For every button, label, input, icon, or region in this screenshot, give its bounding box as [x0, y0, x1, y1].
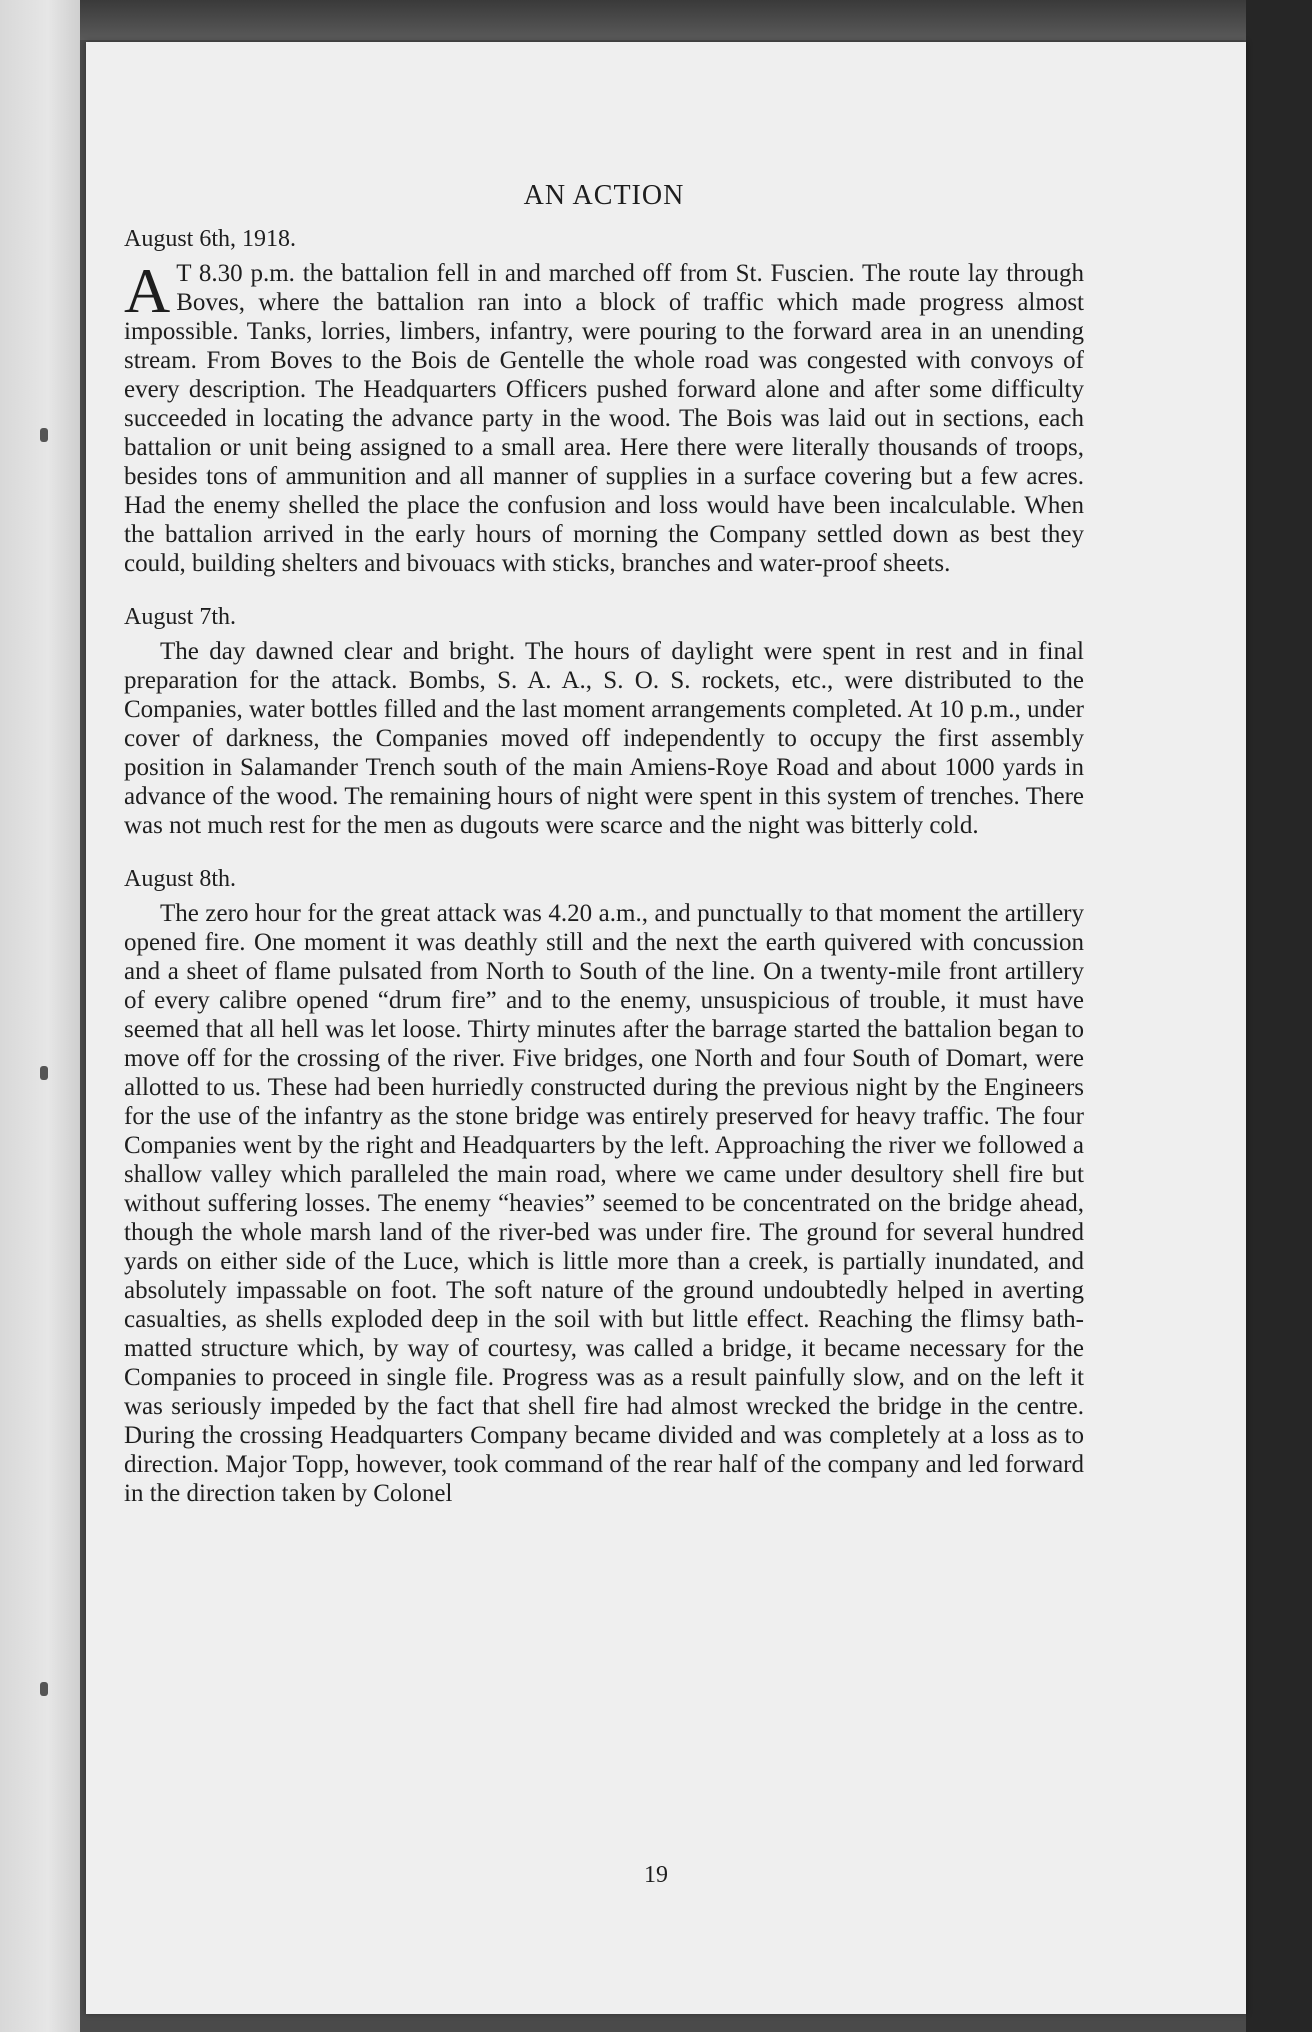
- page-mark: [40, 1682, 48, 1696]
- page-number: 19: [644, 1862, 668, 1888]
- scan-edge-top: [0, 0, 1312, 40]
- scan-shadow-right: [1246, 0, 1312, 2032]
- entry-date: August 6th, 1918.: [124, 226, 297, 252]
- chapter-title: AN ACTION: [523, 180, 685, 211]
- page-mark: [40, 428, 48, 442]
- entry-paragraph: [124, 255, 1084, 578]
- entry-august-8: [124, 866, 1084, 1508]
- page-mark: [40, 1066, 48, 1080]
- entry-date: August 8th.: [124, 866, 237, 892]
- facing-page-edge: [0, 0, 80, 2032]
- drop-cap: A: [124, 255, 171, 326]
- entry-august-7: [124, 604, 1084, 840]
- entry-paragraph: The zero hour for the great attack was 4.20 a.m., and punctually to that moment the artillery opened fire. One moment it was deathly still and the next the earth quivered with concussion and a sheet of flame pulsated from North to South of the line. On a twenty-mile front artillery of every calibre opened “drum fire” and to the enemy, unsuspicious of trouble, it must have seemed that all hell was let loose. Thirty minutes after the barrage started the battalion began to move off for the crossing of the river. Five bridges, one North and four South of Domart, were allotted to us. These had been hurriedly constructed during the previous night by the Engineers for the use of the infantry as the stone bridge was entirely preserved for heavy traffic. The four Companies went by the right and Headquarters by the left. Approaching the river we followed a shallow valley which paralleled the main road, where we came under desultory shell fire but without suffering losses. The enemy “heavies” seemed to be concentrated on the bridge ahead, though the whole marsh land of the river-bed was under fire. The ground for several hundred yards on either side of the Luce, which is little more than a creek, is partially inundated, and absolutely impassable on foot. The soft nature of the ground undoubtedly helped in averting casualties, as shells exploded deep in the soil with but little effect. Reaching the flimsy bath-matted structure which, by way of courtesy, was called a bridge, it became necessary for the Companies to proceed in single file. Progress was as a result painfully slow, and on the left it was seriously impeded by the fact that shell fire had almost wrecked the bridge in the centre. During the crossing Headquarters Company became divided and was completely at a loss as to direction. Major Topp, however, took command of the rear half of the company and led forward in the direction taken by Colonel: [124, 900, 1084, 1507]
- page-content: [124, 180, 1084, 1534]
- entry-august-6: [124, 226, 1084, 578]
- entry-paragraph: The day dawned clear and bright. The hours of daylight were spent in rest and in final preparation for the attack. Bombs, S. A. A., S. O. S. rockets, etc., were distributed to the Companies, water bottles filled and the last moment arrangements completed. At 10 p.m., under cover of darkness, the Companies moved off independently to occupy the first assembly position in Salamander Trench south of the main Amiens-Roye Road and about 1000 yards in advance of the wood. The remaining hours of night were spent in this system of trenches. There was not much rest for the men as dugouts were scarce and the night was bitterly cold.: [124, 638, 1084, 839]
- entry-date: August 7th.: [124, 604, 237, 630]
- paragraph-text: T 8.30 p.m. the battalion fell in and marched off from St. Fuscien. The route lay through Boves, where the battalion ran into a block of traffic which made progress almost impossible. Tanks, lorries, limbers, infantry, were pouring to the forward area in an unending stream. From Boves to the Bois de Gentelle the whole road was congested with convoys of every description. The Headquarters Officers pushed forward alone and after some difficulty succeeded in locating the advance party in the wood. The Bois was laid out in sections, each battalion or unit being assigned to a small area. Here there were literally thousands of troops, besides tons of ammunition and all manner of supplies in a surface covering but a few acres. Had the enemy shelled the place the confusion and loss would have been incalculable. When the battalion arrived in the early hours of morning the Company settled down as best they could, building shelters and bivouacs with sticks, branches and water-proof sheets.: [124, 260, 1084, 577]
